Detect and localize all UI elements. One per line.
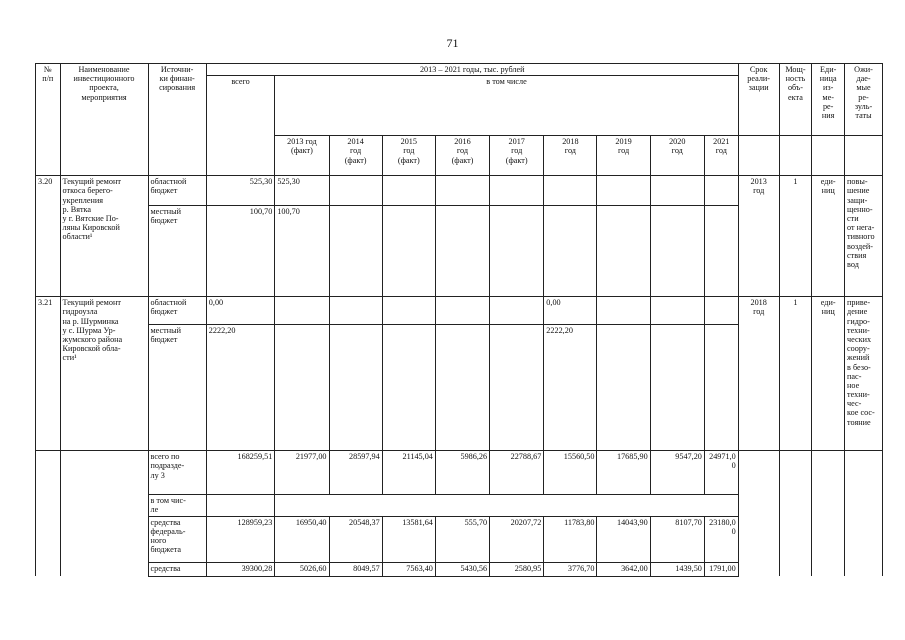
row-321-result: приве- дение гидро- техни- ческих соору- жений в безо- пас- ное техни- чес- кое сос- тояние	[845, 297, 883, 451]
row-321-capacity: 1	[779, 297, 812, 451]
row-320-total-regional: 525,30	[206, 176, 275, 206]
header-including: в том числе	[275, 76, 738, 136]
row-320-name: Текущий ремонт откоса берего- укрепления р. Вятка у г. Вятские По- ляны Кировской области¹	[60, 176, 148, 297]
subtotal-2020: 9547,20	[650, 451, 704, 495]
federal-2016: 555,70	[435, 516, 489, 562]
header-unit: Еди- ница из- ме- ре- ния	[812, 64, 845, 136]
header-unit-blank	[812, 136, 845, 176]
header-year-2019: 2019 год	[597, 136, 650, 176]
header-term: Срок реали- зации	[738, 64, 779, 136]
federal-label: средства федераль- ного бюджета	[148, 516, 206, 562]
row-321-total-regional: 0,00	[206, 297, 275, 325]
row-321-source-local: местный бюджет	[148, 325, 206, 451]
header-year-2013: 2013 год (факт)	[275, 136, 329, 176]
federal-2019: 14043,90	[597, 516, 650, 562]
subtotal-2013: 21977,00	[275, 451, 329, 495]
federal-2020: 8107,70	[650, 516, 704, 562]
investment-table	[35, 63, 883, 577]
header-year-2020: 2020 год	[650, 136, 704, 176]
subtotal-2015: 21145,04	[382, 451, 435, 495]
row-320-total-local: 100,70	[206, 206, 275, 297]
last-2014: 8049,57	[329, 562, 382, 576]
subtotal-2017: 22788,67	[490, 451, 544, 495]
federal-2013: 16950,40	[275, 516, 329, 562]
row-320-2013-regional: 525,30	[275, 176, 329, 206]
header-period: 2013 – 2021 годы, тыс. рублей	[206, 64, 738, 76]
row-320-2013-local: 100,70	[275, 206, 329, 297]
row-321-unit: еди- ниц	[812, 297, 845, 451]
federal-2014: 20548,37	[329, 516, 382, 562]
last-2015: 7563,40	[382, 562, 435, 576]
subtotal-label: всего по подразде- лу 3	[148, 451, 206, 495]
header-total: всего	[206, 76, 275, 176]
row-320-term: 2013 год	[738, 176, 779, 297]
header-year-2016: 2016 год (факт)	[435, 136, 489, 176]
last-2020: 1439,50	[650, 562, 704, 576]
header-year-2021: 2021 год	[704, 136, 738, 176]
row-320-result: повы- шение защи- щенно- сти от нега- тивного воздей- ствия вод	[845, 176, 883, 297]
header-capacity-blank	[779, 136, 812, 176]
row-320-unit: еди- ниц	[812, 176, 845, 297]
row-320-num: 3.20	[36, 176, 61, 297]
subtotal-2021: 24971,00	[704, 451, 738, 495]
header-year-2018: 2018 год	[544, 136, 597, 176]
page-number: 71	[446, 36, 459, 50]
last-2018: 3776,70	[544, 562, 597, 576]
last-2021: 1791,00	[704, 562, 738, 576]
row-320-source-regional: областной бюджет	[148, 176, 206, 206]
last-2013: 5026,60	[275, 562, 329, 576]
header-year-2015: 2015 год (факт)	[382, 136, 435, 176]
subtotal-2018: 15560,50	[544, 451, 597, 495]
federal-total: 128959,23	[206, 516, 275, 562]
header-year-2014: 2014 год (факт)	[329, 136, 382, 176]
last-2016: 5430,56	[435, 562, 489, 576]
last-2019: 3642,00	[597, 562, 650, 576]
incl-label: в том чис- ле	[148, 495, 206, 516]
row-321-term: 2018 год	[738, 297, 779, 451]
subtotal-total: 168259,51	[206, 451, 275, 495]
subtotal-2016: 5986,26	[435, 451, 489, 495]
last-total: 39300,28	[206, 562, 275, 576]
header-name: Наименование инвестиционного проекта, мероприятия	[60, 64, 148, 176]
header-capacity: Мощ- ность объ- екта	[779, 64, 812, 136]
row-321-total-local: 2222,20	[206, 325, 275, 451]
row-321-num: 3.21	[36, 297, 61, 451]
header-result-blank	[845, 136, 883, 176]
header-num: № п/п	[36, 64, 61, 176]
federal-2017: 20207,72	[490, 516, 544, 562]
investment-table-sheet	[35, 63, 883, 579]
row-320-source-local: местный бюджет	[148, 206, 206, 297]
federal-2021: 23180,00	[704, 516, 738, 562]
header-year-2017: 2017 год (факт)	[490, 136, 544, 176]
row-320-capacity: 1	[779, 176, 812, 297]
subtotal-2014: 28597,94	[329, 451, 382, 495]
row-321-name: Текущий ремонт гидроузла на р. Шурминка у с. Шурма Ур- жумского района Кировской обла- сти¹	[60, 297, 148, 451]
row-321-2018-regional: 0,00	[544, 297, 597, 325]
header-result: Ожи- дае- мые ре- зуль- таты	[845, 64, 883, 136]
header-term-blank	[738, 136, 779, 176]
last-label: средства	[148, 562, 206, 576]
header-sources: Источни- ки финан- сирования	[148, 64, 206, 176]
federal-2015: 13581,64	[382, 516, 435, 562]
federal-2018: 11783,80	[544, 516, 597, 562]
subtotal-2019: 17685,90	[597, 451, 650, 495]
row-321-2018-local: 2222,20	[544, 325, 597, 451]
last-2017: 2580,95	[490, 562, 544, 576]
row-321-source-regional: областной бюджет	[148, 297, 206, 325]
